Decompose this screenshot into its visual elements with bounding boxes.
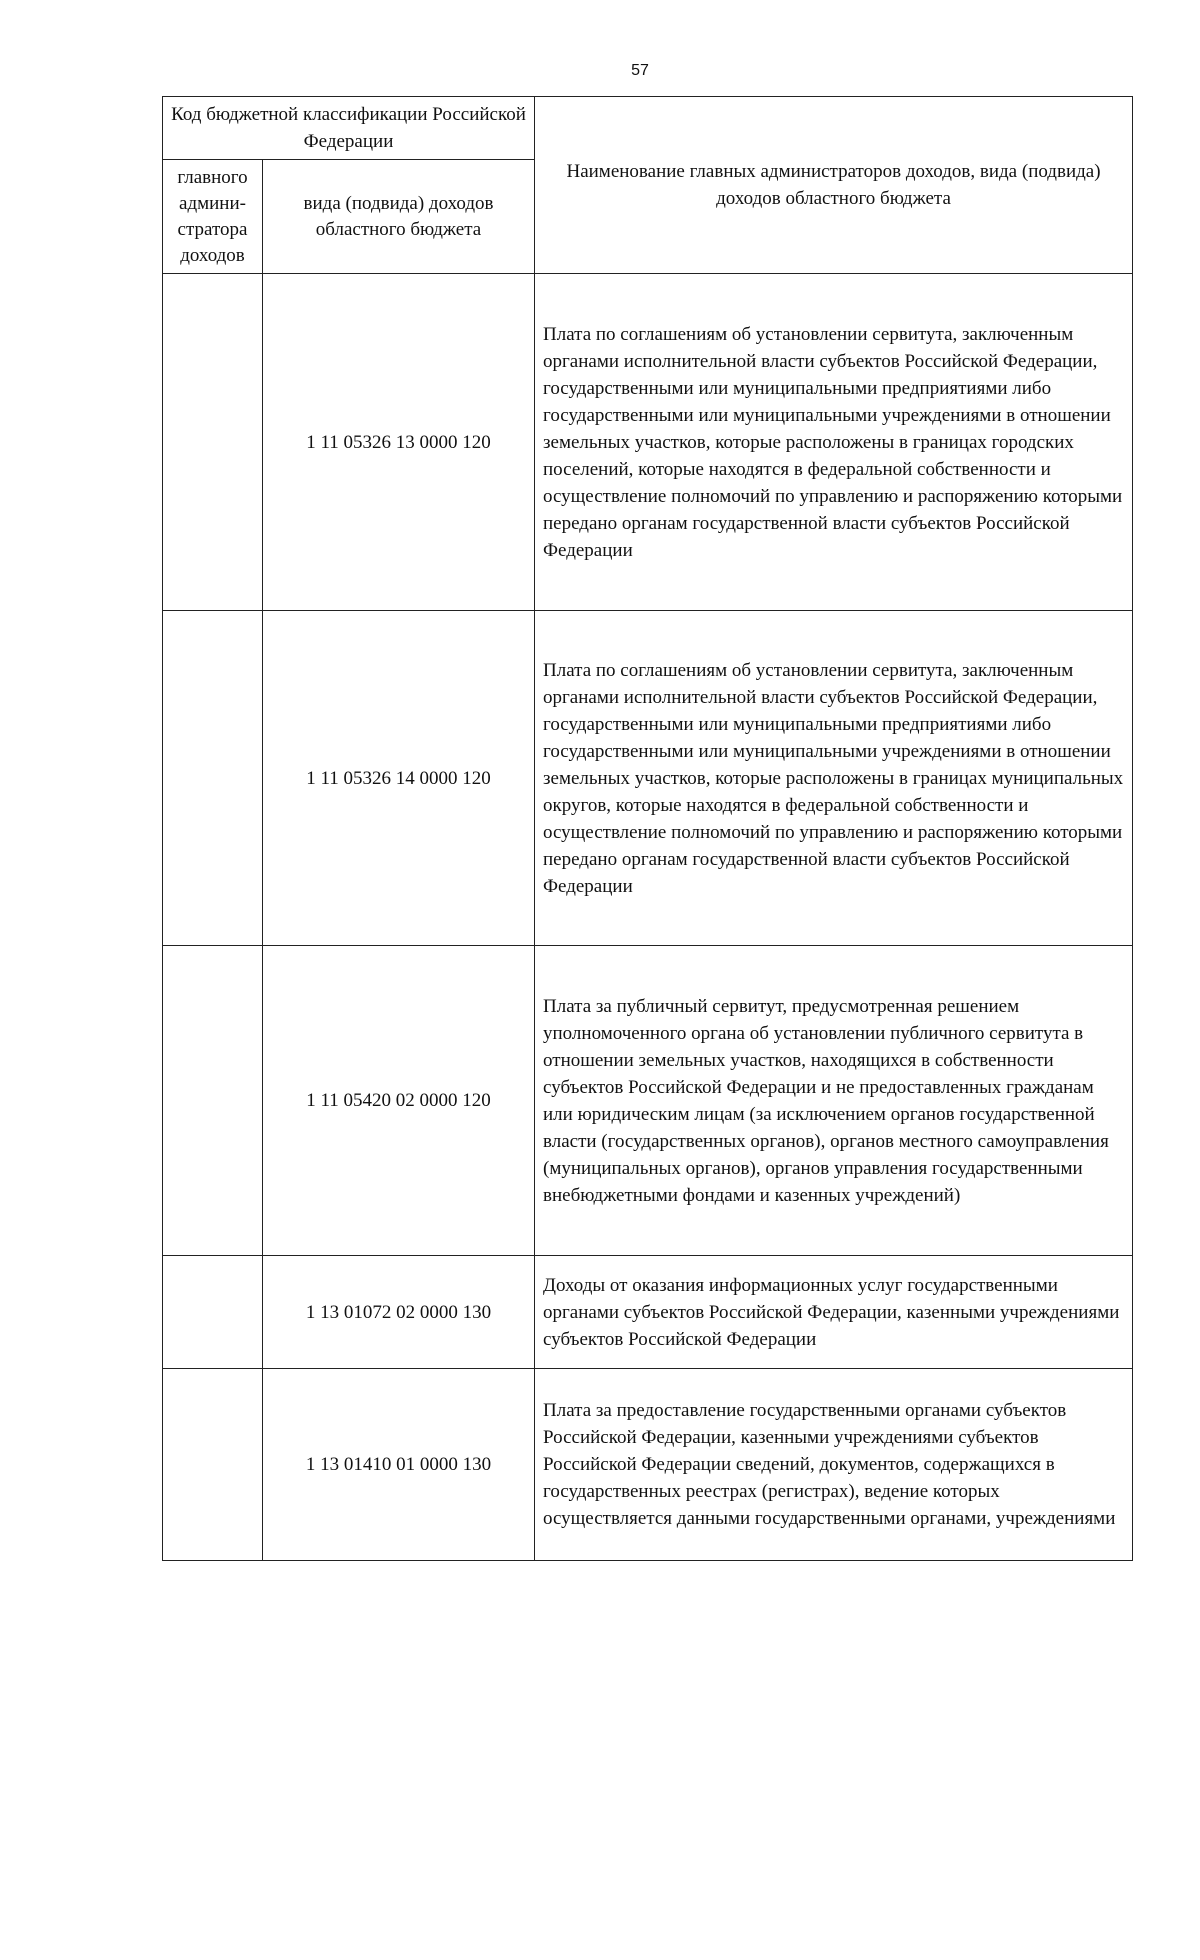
- header-budget-code-group: Код бюджетной классификации Российской Федерации: [163, 97, 535, 160]
- admin-code-cell: [163, 611, 263, 946]
- admin-code-cell: [163, 1256, 263, 1369]
- table-row: [163, 274, 1133, 611]
- table-row: [163, 1256, 1133, 1369]
- income-code-cell: 1 13 01072 02 0000 130: [263, 1256, 535, 1369]
- income-name-cell: Плата за публичный сервитут, предусмотренная решением уполномоченного органа об установлении публичного сервитута в отношении земельных участков, находящихся в собственности субъектов Российской Федерации и не предоставленных гражданам или юридическим лицам (за исключением органов государственной власти (государственных органов), органов местного самоуправления (муниципальных органов), органов управления государственными внебюджетными фондами и казенных учреждений): [535, 946, 1133, 1256]
- income-name-cell: Плата по соглашениям об установлении сервитута, заключенным органами исполнительной власти субъектов Российской Федерации, государственными или муниципальными предприятиями либо государственными или муниципальными учреждениями в отношении земельных участков, которые расположены в границах муниципальных округов, которые находятся в федеральной собственности и осуществление полномочий по управлению и распоряжению которыми передано органам государственной власти субъектов Российской Федерации: [535, 611, 1133, 946]
- admin-code-cell: [163, 274, 263, 611]
- income-name-cell: Доходы от оказания информационных услуг государственными органами субъектов Российской Федерации, казенными учреждениями субъектов Российской Федерации: [535, 1256, 1133, 1369]
- income-code-cell: 1 11 05420 02 0000 120: [263, 946, 535, 1256]
- income-code-cell: 1 13 01410 01 0000 130: [263, 1369, 535, 1561]
- table-row: [163, 611, 1133, 946]
- header-name-column: Наименование главных администраторов доходов, вида (подвида) доходов областного бюджета: [535, 97, 1133, 274]
- income-name-cell: Плата за предоставление государственными органами субъектов Российской Федерации, казенными учреждениями субъектов Российской Федерации сведений, документов, содержащихся в государственных реестрах (регистрах), ведение которых осуществляется данными государственными органами, учреждениями: [535, 1369, 1133, 1561]
- page-number: 57: [631, 62, 649, 79]
- income-code-cell: 1 11 05326 13 0000 120: [263, 274, 535, 611]
- income-code-cell: 1 11 05326 14 0000 120: [263, 611, 535, 946]
- budget-classification-table: [162, 96, 1133, 1561]
- header-admin-column: главного админи-стратора доходов: [163, 160, 263, 274]
- admin-code-cell: [163, 1369, 263, 1561]
- table-header-row-1: [163, 97, 1133, 160]
- income-name-cell: Плата по соглашениям об установлении сервитута, заключенным органами исполнительной власти субъектов Российской Федерации, государственными или муниципальными предприятиями либо государственными или муниципальными учреждениями в отношении земельных участков, которые расположены в границах городских поселений, которые находятся в федеральной собственности и осуществление полномочий по управлению и распоряжению которыми передано органам государственной власти субъектов Российской Федерации: [535, 274, 1133, 611]
- header-code-column: вида (подвида) доходов областного бюджета: [263, 160, 535, 274]
- table-row: [163, 1369, 1133, 1561]
- table-row: [163, 946, 1133, 1256]
- admin-code-cell: [163, 946, 263, 1256]
